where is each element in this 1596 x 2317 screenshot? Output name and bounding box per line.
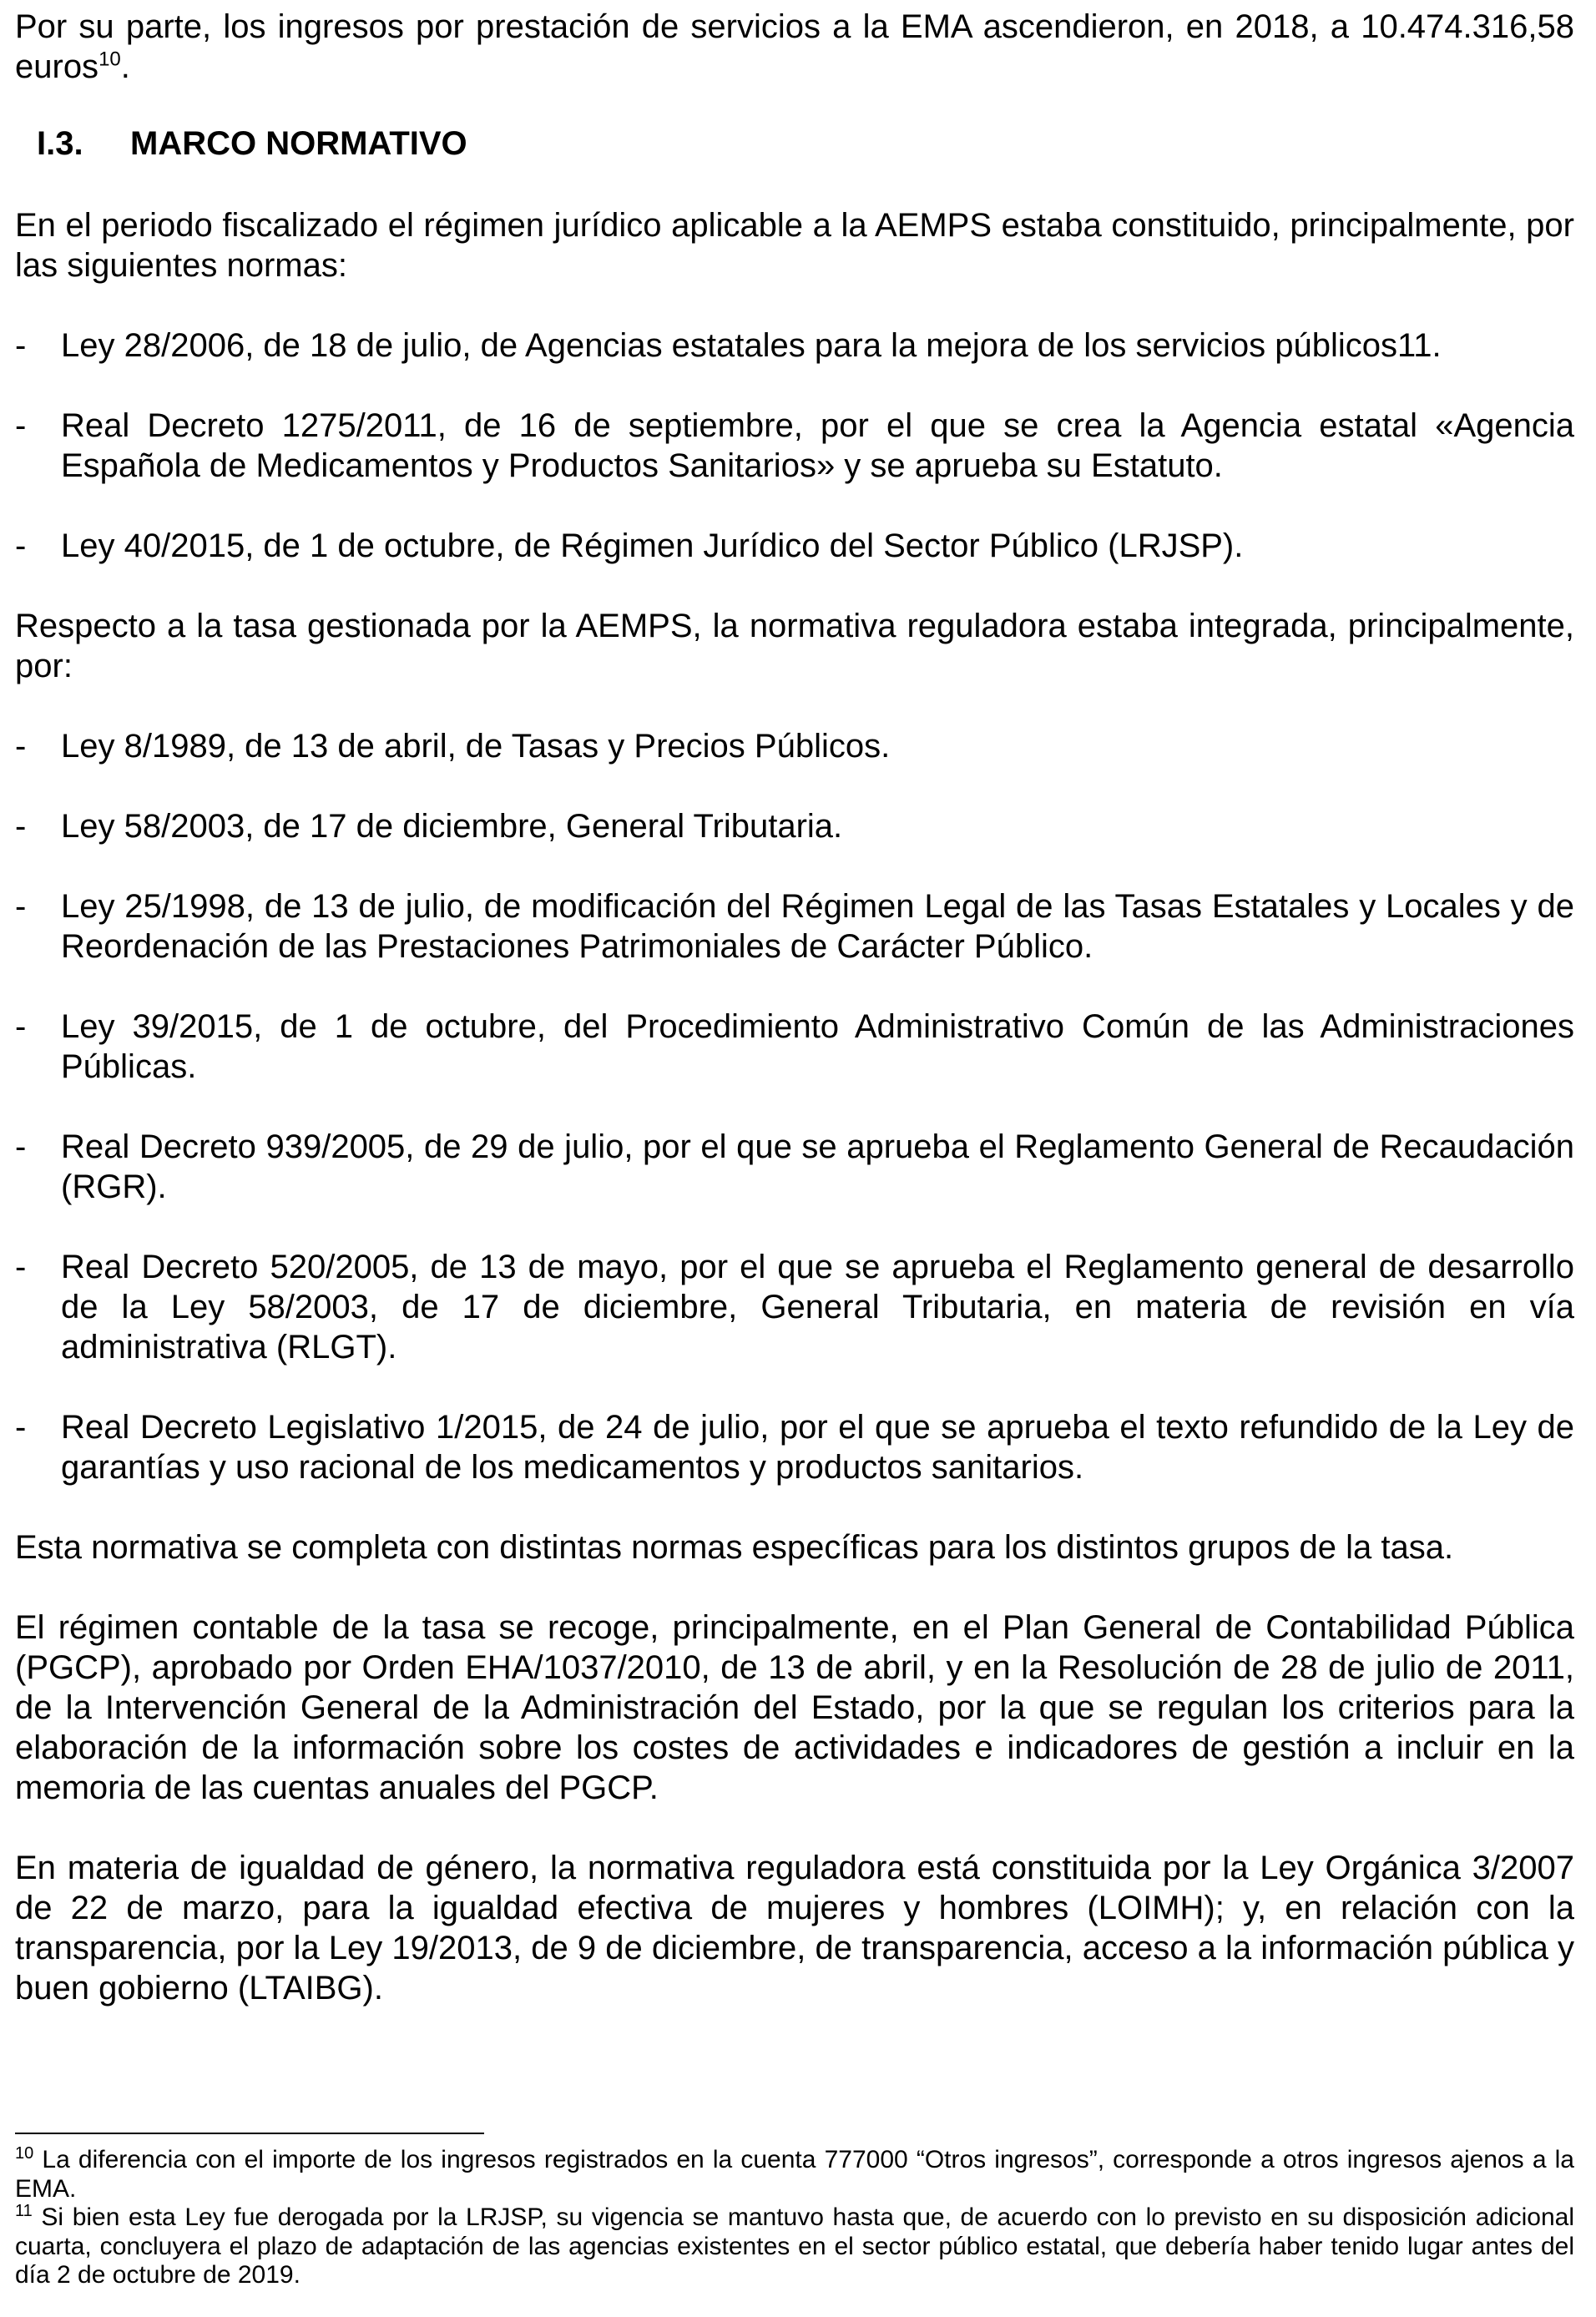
intro-text: Por su parte, los ingresos por prestación de servicios a la EMA ascendieron, en 2018, a 10.474.316,58 euros (15, 8, 1574, 85)
footnote-separator (15, 2133, 484, 2134)
intro-paragraph (15, 7, 1574, 87)
footnote-text: Si bien esta Ley fue derogada por la LRJSP, su vigencia se mantuvo hasta que, de acuerdo con lo previsto en su disposición adicional cuarta, concluyera el plazo de adaptación de las agencias existentes en el sector público estatal, que debería haber tenido lugar antes del día 2 de octubre de 2019. (15, 2203, 1574, 2289)
list-item-text: Real Decreto 1275/2011, de 16 de septiembre, por el que se crea la Agencia estatal «Agencia Española de Medicamentos y Productos Sanitarios» y se aprueba su Estatuto. (61, 407, 1574, 484)
list-item (15, 406, 1574, 486)
footnote-number: 11 (15, 2202, 33, 2220)
section-heading (15, 124, 1574, 164)
list-item (15, 526, 1574, 566)
paragraph-normativa-tasa: Respecto a la tasa gestionada por la AEMPS, la normativa reguladora estaba integrada, principalmente, por: (15, 608, 1574, 684)
paragraph-normas-especificas: Esta normativa se completa con distintas normas específicas para los distintos grupos de la tasa. (15, 1529, 1454, 1566)
list-item (15, 806, 1574, 846)
list-dash: - (15, 888, 27, 925)
list-item-text: Ley 28/2006, de 18 de julio, de Agencias estatales para la mejora de los servicios públicos11. (61, 327, 1442, 364)
list-item (15, 726, 1574, 766)
paragraph-regimen-contable: El régimen contable de la tasa se recoge, principalmente, en el Plan General de Contabilidad Pública (PGCP), aprobado por Orden EHA/1037/2010, de 13 de abril, y en la Resolución de 28 de julio de 2011, de la Intervención General de la Administración del Estado, por la que se regulan los criterios para la elaboración de la información sobre los costes de actividades e indicadores de gestión a incluir en la memoria de las cuentas anuales del PGCP. (15, 1609, 1574, 1806)
list-dash: - (15, 528, 27, 564)
list-dash: - (15, 1249, 27, 1285)
list-dash: - (15, 728, 27, 765)
footnotes-section (15, 2133, 1574, 2290)
list-item (15, 1127, 1574, 1207)
list-item-text: Ley 8/1989, de 13 de abril, de Tasas y Precios Públicos. (61, 728, 891, 765)
document-page (15, 7, 1574, 2048)
list-dash: - (15, 327, 27, 364)
list-item (15, 326, 1574, 366)
list-item-text: Ley 58/2003, de 17 de diciembre, General Tributaria. (61, 808, 843, 845)
list-item-text: Ley 39/2015, de 1 de octubre, del Procedimiento Administrativo Común de las Administraciones Públicas. (61, 1008, 1574, 1085)
list-item-text: Real Decreto Legislativo 1/2015, de 24 de julio, por el que se aprueba el texto refundido de la Ley de garantías y uso racional de los medicamentos y productos sanitarios. (61, 1409, 1574, 1486)
list-item-text: Real Decreto 520/2005, de 13 de mayo, por el que se aprueba el Reglamento general de desarrollo de la Ley 58/2003, de 17 de diciembre, General Tributaria, en materia de revisión en vía administrativa (RLGT). (61, 1249, 1574, 1365)
list-dash: - (15, 808, 27, 845)
footnote-11 (15, 2203, 1574, 2290)
list-normas-aemps (15, 326, 1574, 566)
list-item-text: Ley 40/2015, de 1 de octubre, de Régimen Jurídico del Sector Público (LRJSP). (61, 528, 1244, 564)
list-item (15, 886, 1574, 967)
list-item-text: Ley 25/1998, de 13 de julio, de modificación del Régimen Legal de las Tasas Estatales y Locales y de Reordenación de las Prestaciones Patrimoniales de Carácter Público. (61, 888, 1574, 965)
list-item-text: Real Decreto 939/2005, de 29 de julio, por el que se aprueba el Reglamento General de Recaudación (RGR). (61, 1128, 1574, 1205)
paragraph-regimen-juridico: En el periodo fiscalizado el régimen jurídico aplicable a la AEMPS estaba constituido, principalmente, por las siguientes normas: (15, 207, 1574, 284)
list-item (15, 1407, 1574, 1487)
footnote-10 (15, 2146, 1574, 2203)
section-number: I.3. (37, 125, 83, 162)
section-title: MARCO NORMATIVO (130, 125, 467, 162)
footnote-ref-10[interactable]: 10 (98, 48, 121, 71)
footnote-text: La diferencia con el importe de los ingresos registrados en la cuenta 777000 “Otros ingresos”, corresponde a otros ingresos ajenos a la EMA. (15, 2146, 1574, 2203)
list-item (15, 1247, 1574, 1367)
list-item (15, 1007, 1574, 1087)
list-dash: - (15, 407, 27, 444)
list-normas-tasa (15, 726, 1574, 1487)
intro-end: . (120, 48, 130, 85)
list-dash: - (15, 1128, 27, 1165)
paragraph-igualdad-transparencia: En materia de igualdad de género, la normativa reguladora está constituida por la Ley Orgánica 3/2007 de 22 de marzo, para la igualdad efectiva de mujeres y hombres (LOIMH); y, en relación con la transparencia, por la Ley 19/2013, de 9 de diciembre, de transparencia, acceso a la información pública y buen gobierno (LTAIBG). (15, 1850, 1574, 2007)
list-dash: - (15, 1008, 27, 1045)
footnote-number: 10 (15, 2144, 34, 2163)
list-dash: - (15, 1409, 27, 1446)
